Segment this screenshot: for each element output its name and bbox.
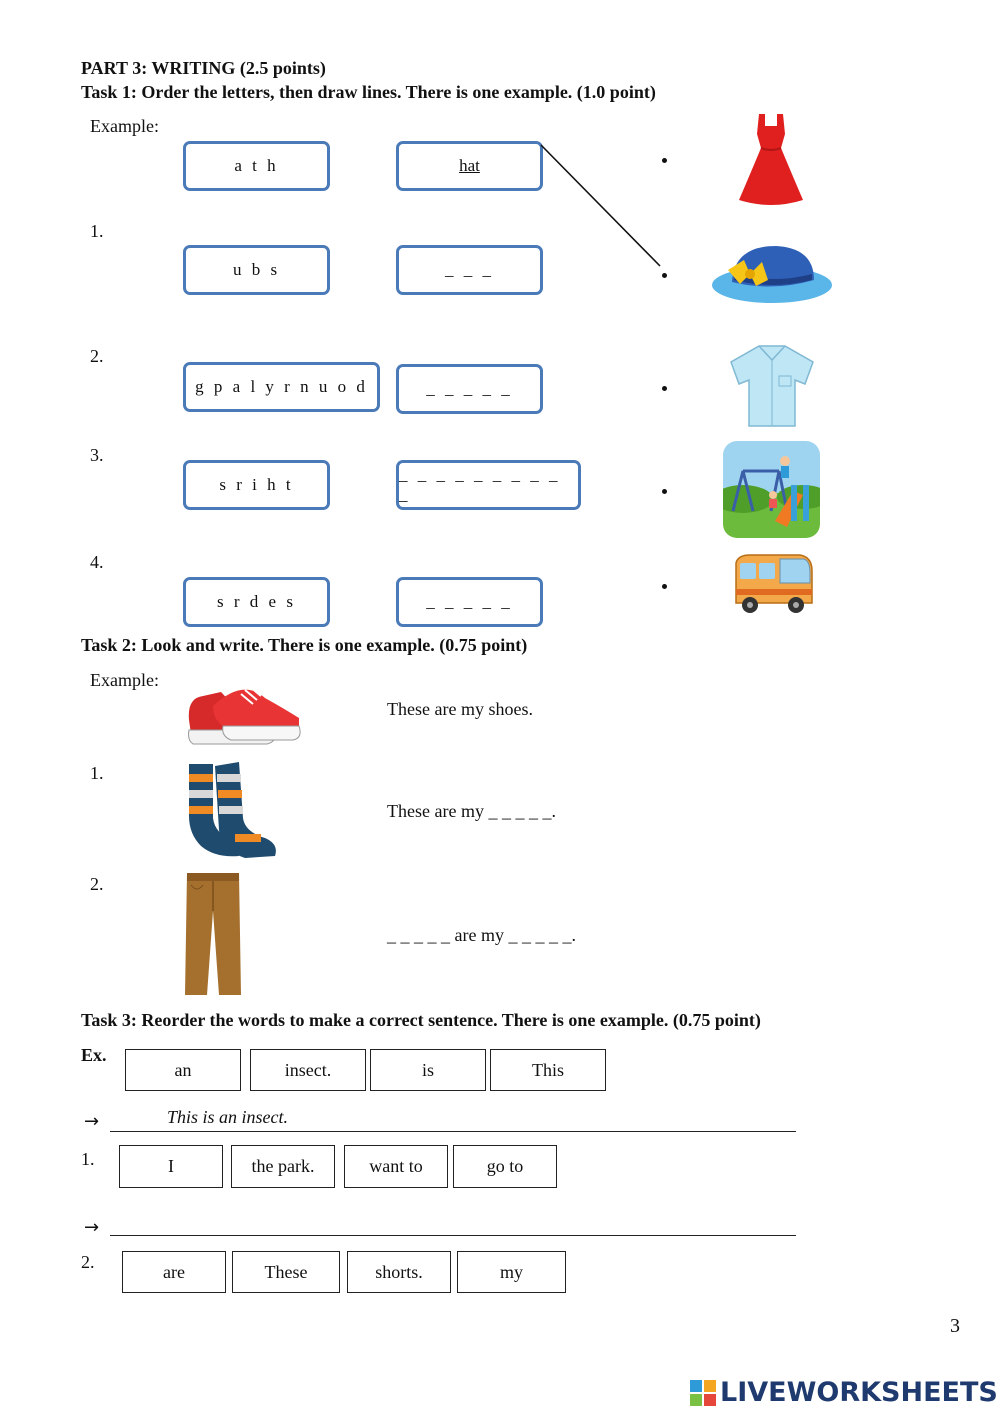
word-box: go to	[453, 1145, 557, 1188]
task3-number: 1.	[81, 1149, 95, 1169]
answer-blank: _ _ _ _ _	[426, 379, 513, 398]
word-box: insect.	[250, 1049, 366, 1091]
brand-name: LIVEWORKSHEETS	[720, 1377, 998, 1408]
match-dot[interactable]	[662, 386, 667, 391]
task3-number: 2.	[81, 1252, 95, 1272]
scrambled-text: s r i h t	[219, 475, 294, 494]
task1-title: Task 1: Order the letters, then draw lines. There is one example. (1.0 point)	[81, 82, 656, 102]
row-number: 4.	[90, 552, 104, 572]
shirt-picture	[725, 342, 819, 430]
answer-text: hat	[459, 156, 480, 175]
row-number: 2.	[90, 346, 104, 366]
answer-blank: _ _ _ _ _	[426, 592, 513, 611]
task2-number: 2.	[90, 874, 104, 894]
socks-picture	[185, 760, 280, 860]
row-number: 1.	[90, 221, 104, 241]
scrambled-text: g p a l y r n u o d	[195, 377, 368, 396]
word-box: I	[119, 1145, 223, 1188]
task2-example-sentence: These are my shoes.	[387, 699, 533, 719]
row-number: 3.	[90, 445, 104, 465]
answer-line	[110, 1131, 796, 1132]
example-match-line	[0, 0, 1000, 700]
word-box: These	[232, 1251, 340, 1293]
trousers-picture	[183, 871, 243, 997]
hat-picture	[710, 240, 835, 310]
dress-picture	[735, 112, 807, 208]
playground-picture	[723, 441, 820, 538]
brand-logo	[690, 1377, 998, 1408]
match-dot[interactable]	[662, 273, 667, 278]
bus-picture	[730, 553, 814, 618]
task3-example-label: Ex.	[81, 1045, 107, 1065]
answer-blank: _ _ _	[445, 260, 494, 279]
word-box: is	[370, 1049, 486, 1091]
scrambled-text: a t h	[234, 156, 279, 175]
task3-example-answer: This is an insect.	[167, 1107, 289, 1127]
shoes-picture	[183, 668, 303, 750]
match-dot[interactable]	[662, 584, 667, 589]
arrow-icon: →	[84, 1111, 100, 1132]
word-box: are	[122, 1251, 226, 1293]
word-box: an	[125, 1049, 241, 1091]
task2-title: Task 2: Look and write. There is one example. (0.75 point)	[81, 635, 528, 655]
answer-line-1[interactable]	[110, 1235, 796, 1236]
word-box: shorts.	[347, 1251, 451, 1293]
arrow-icon: →	[84, 1217, 100, 1238]
task3-title: Task 3: Reorder the words to make a correct sentence. There is one example. (0.75 point)	[81, 1010, 761, 1030]
scrambled-text: u b s	[232, 260, 281, 279]
task2-sentence-2: _ _ _ _ _ are my _ _ _ _ _.	[387, 925, 576, 945]
word-box: This	[490, 1049, 606, 1091]
answer-blank: _ _ _ _ _ _ _ _ _ _	[399, 465, 561, 504]
part-title: PART 3: WRITING (2.5 points)	[81, 58, 326, 78]
word-box: want to	[344, 1145, 448, 1188]
match-dot[interactable]	[662, 489, 667, 494]
match-dot[interactable]	[662, 158, 667, 163]
task2-example-label: Example:	[90, 670, 159, 690]
word-box: the park.	[231, 1145, 335, 1188]
scrambled-text: s r d e s	[217, 592, 296, 611]
task2-number: 1.	[90, 763, 104, 783]
task2-sentence-1: These are my _ _ _ _ _.	[387, 801, 556, 821]
task1-example-label: Example:	[90, 116, 159, 136]
word-box: my	[457, 1251, 566, 1293]
logo-icon	[690, 1380, 716, 1406]
page-number: 3	[950, 1315, 960, 1337]
